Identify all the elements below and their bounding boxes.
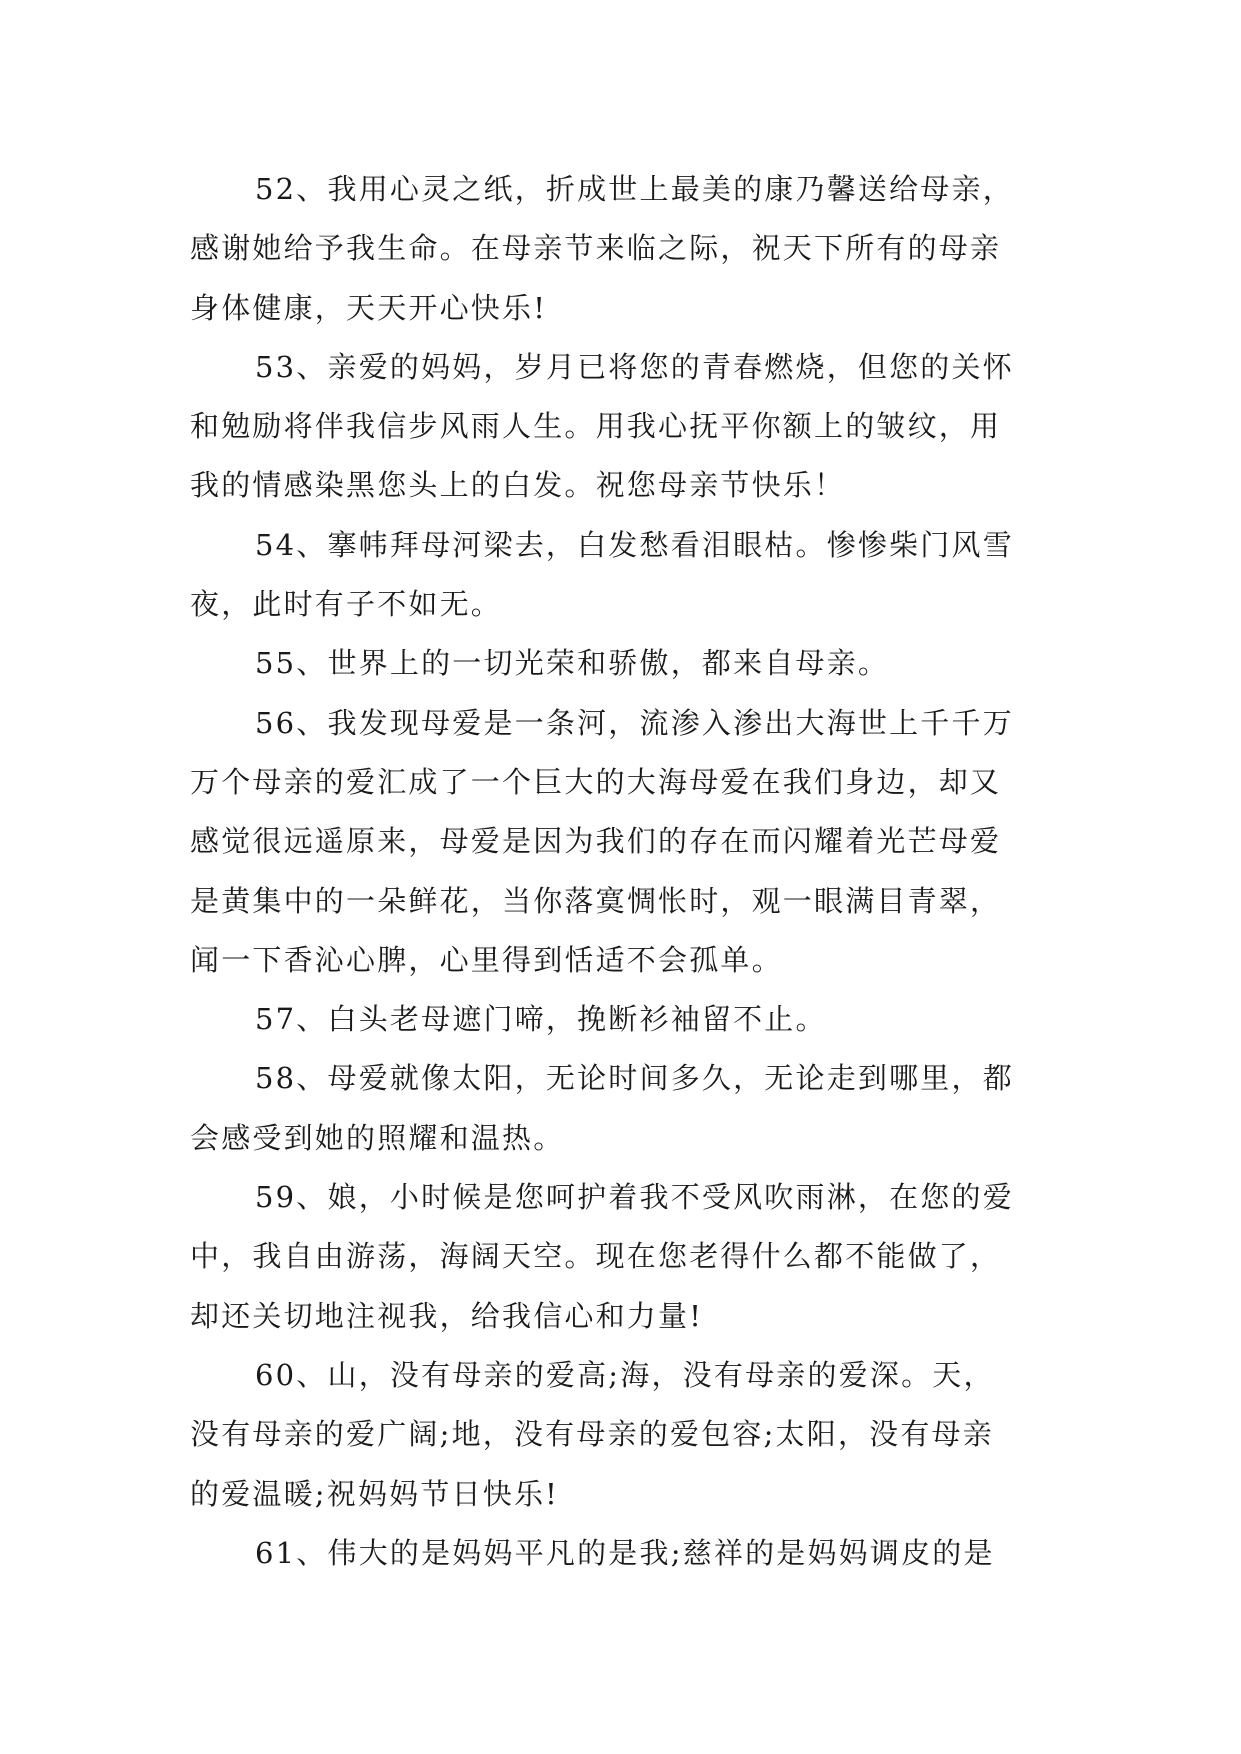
text-line: 感谢她给予我生命。在母亲节来临之际，祝天下所有的母亲 [190, 231, 1002, 266]
text-line: 的爱温暖;祝妈妈节日快乐! [190, 1476, 560, 1511]
text-line: 闻一下香沁心脾，心里得到恬适不会孤单。 [190, 942, 783, 977]
text-line: 和勉励将伴我信步风雨人生。用我心抚平你额上的皱纹，用 [190, 409, 1002, 444]
text-line: 57、白头老母遮门啼，挽断衫袖留不止。 [255, 1002, 827, 1037]
text-line: 我的情感染黑您头上的白发。祝您母亲节快乐！ [190, 468, 846, 503]
text-line: 55、世界上的一切光荣和骄傲，都来自母亲。 [255, 646, 890, 681]
text-line: 是黄集中的一朵鲜花，当你落寞惆怅时，观一眼满目青翠， [190, 883, 1002, 918]
text-line: 54、搴帏拜母河梁去，白发愁看泪眼枯。惨惨柴门风雪 [255, 527, 1014, 562]
text-line: 却还关切地注视我，给我信心和力量! [190, 1298, 704, 1333]
text-line: 万个母亲的爱汇成了一个巨大的大海母爱在我们身边，却又 [190, 764, 1002, 799]
text-line: 60、山，没有母亲的爱高;海，没有母亲的爱深。天， [255, 1357, 995, 1392]
text-line: 52、我用心灵之纸，折成世上最美的康乃馨送给母亲， [255, 172, 1014, 206]
text-line: 感觉很远遥原来，母爱是因为我们的存在而闪耀着光芒母爱 [190, 824, 1002, 859]
text-line: 中，我自由游荡，海阔天空。现在您老得什么都不能做了， [190, 1239, 1002, 1274]
text-line: 夜，此时有子不如无。 [190, 587, 503, 622]
text-line: 56、我发现母爱是一条河，流渗入渗出大海世上千千万 [255, 705, 1014, 740]
text-line: 58、母爱就像太阳，无论时间多久，无论走到哪里，都 [255, 1061, 1014, 1096]
text-line: 身体健康，天天开心快乐! [190, 290, 548, 325]
text-line: 没有母亲的爱广阔;地，没有母亲的爱包容;太阳，没有母亲 [190, 1417, 994, 1452]
text-line: 53、亲爱的妈妈，岁月已将您的青春燃烧，但您的关怀 [255, 349, 1014, 384]
text-line: 61、伟大的是妈妈平凡的是我;慈祥的是妈妈调皮的是 [255, 1535, 995, 1570]
text-line: 59、娘，小时候是您呵护着我不受风吹雨淋，在您的爱 [255, 1180, 1014, 1215]
document-body [190, 160, 1050, 1583]
text-line: 会感受到她的照耀和温热。 [190, 1120, 565, 1155]
